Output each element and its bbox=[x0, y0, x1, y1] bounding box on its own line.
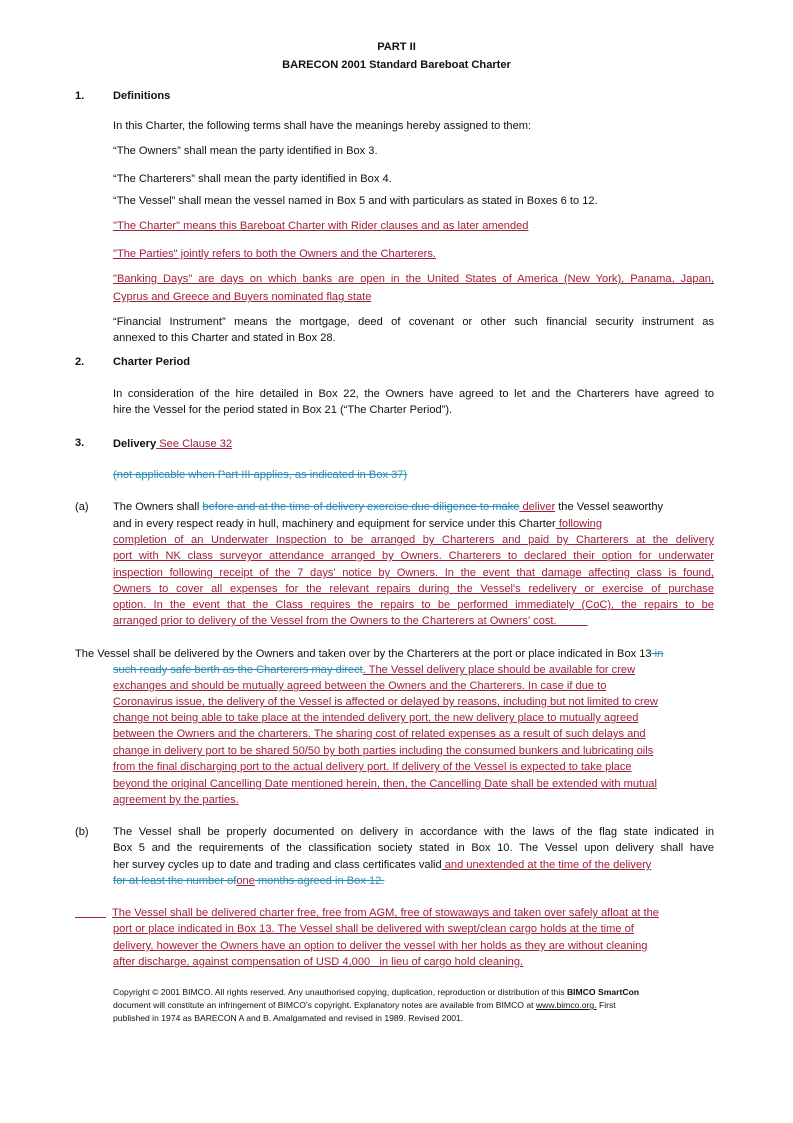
clause-a-text: The Owners shall bbox=[113, 501, 203, 513]
clause-a-inserted-line-3: completion of an Underwater Inspection to be arranged by Charterers and paid by Charterers at the delivery bbox=[113, 534, 714, 546]
vessel-delivery-deleted-text: such ready safe berth as the Charterers may direct bbox=[113, 664, 363, 676]
clause-b-label: (b) bbox=[75, 826, 89, 838]
definition-financial-instrument-line-2: annexed to this Charter and stated in Box 28. bbox=[113, 332, 336, 344]
clause-b-inserted-one: one bbox=[236, 875, 255, 887]
vessel-delivery-line-2 bbox=[113, 663, 635, 678]
clause-a-inserted-deliver: deliver bbox=[519, 501, 556, 513]
vessel-delivery-line-3: exchanges and should be mutually agreed between the Owners and the Charterers. In case if due to bbox=[113, 680, 607, 692]
definitions-intro: In this Charter, the following terms shall have the meanings hereby assigned to them: bbox=[113, 120, 532, 132]
copyright-line-1 bbox=[113, 986, 639, 998]
definition-parties-inserted: "The Parties" jointly refers to both the Owners and the Charterers. bbox=[113, 248, 436, 260]
clause-b-deleted-text: for at least the number of bbox=[113, 875, 237, 887]
clause-b-deleted-text: months agreed in Box 12. bbox=[254, 875, 385, 887]
clause-a-inserted-text: following bbox=[555, 518, 602, 530]
clause-a-inserted-line-6: Owners to cover all expenses for the relevant repairs during the Vessel's redelivery or exercise of purchase bbox=[113, 583, 714, 595]
clause-a-text: the Vessel seaworthy bbox=[555, 501, 664, 513]
clause-a-text: and in every respect ready in hull, machinery and equipment for service under this Charter bbox=[113, 518, 556, 530]
definition-financial-instrument-line-1: “Financial Instrument” means the mortgage, deed of covenant or other such financial security instrument as bbox=[113, 316, 714, 328]
section-3-heading bbox=[113, 437, 232, 452]
clause-a-inserted-line-4: port with NK class surveyor attendance arranged by Owners. Charterers to declared their option for underwater bbox=[113, 550, 714, 562]
see-clause-32-inserted: See Clause 32 bbox=[156, 438, 233, 450]
copyright-text: First bbox=[596, 1000, 616, 1010]
vessel-delivery-line-10: agreement by the parties. bbox=[113, 794, 239, 806]
clause-a-inserted-line-5: inspection following receipt of the 7 days' notice by Owners. In the event that damage affecting class is found, bbox=[113, 567, 714, 579]
vessel-delivery-line-4: Coronavirus issue, the delivery of the Vessel is affected or delayed by reasons, including but not limited to crew bbox=[113, 696, 658, 708]
clause-b-line-2: Box 5 and the requirements of the classification society stated in Box 10. The Vessel upon delivery shall have bbox=[113, 842, 714, 854]
charter-free-line-1: The Vessel shall be delivered charter free, free from AGM, free of stowaways and taken over safely afloat at the bbox=[112, 907, 659, 919]
section-1-title: Definitions bbox=[113, 90, 171, 102]
vessel-delivery-inserted-text: . The Vessel delivery place should be available for crew bbox=[362, 664, 636, 676]
vessel-delivery-text: The Vessel shall be delivered by the Owners and taken over by the Charterers at the port or place indicated in Box 13 bbox=[75, 648, 652, 660]
charter-period-line-2: hire the Vessel for the period stated in Box 21 (“The Charter Period”). bbox=[113, 404, 453, 416]
definition-vessel: “The Vessel” shall mean the vessel named in Box 5 and with particulars as stated in Boxes 6 to 12. bbox=[113, 195, 598, 207]
section-2-title: Charter Period bbox=[113, 356, 191, 368]
clause-a-label: (a) bbox=[75, 501, 89, 513]
section-2-number: 2. bbox=[75, 356, 85, 368]
section-1-number: 1. bbox=[75, 90, 85, 102]
charter-free-line-2: port or place indicated in Box 13. The Vessel shall be delivered with swept/clean cargo holds at the time of bbox=[113, 923, 634, 935]
vessel-delivery-line-7: change in delivery port to be shared 50/50 by both parties including the consumed bunkers and lubricating oils bbox=[113, 745, 654, 757]
section-3-number: 3. bbox=[75, 437, 85, 449]
copyright-line-3: published in 1974 as BARECON A and B. Amalgamated and revised in 1989. Revised 2001. bbox=[113, 1013, 464, 1023]
clause-b-line-3 bbox=[113, 858, 651, 873]
section-3-title: Delivery bbox=[113, 438, 157, 450]
vessel-delivery-line-8: from the final discharging port to the actual delivery port. If delivery of the Vessel is expected to take place bbox=[113, 761, 632, 773]
clause-a-inserted-line-7: option. In the event that the Class requires the repairs to be performed immediately (CoC), the repairs to be bbox=[113, 599, 714, 611]
clause-b-text: her survey cycles up to date and trading and class certificates valid bbox=[113, 859, 442, 871]
not-applicable-deleted: (not applicable when Part III applies, as indicated in Box 37) bbox=[113, 469, 408, 481]
clause-b-line-1: The Vessel shall be properly documented on delivery in accordance with the laws of the flag state indicated in bbox=[113, 826, 714, 838]
vessel-delivery-line-6: between the Owners and the charterers. The sharing cost of related expenses as a result of such delays and bbox=[113, 728, 646, 740]
clause-b-inserted-text: and unextended at the time of the delivery bbox=[441, 859, 652, 871]
charter-free-line-4: after discharge, against compensation of USD 4,000 in lieu of cargo hold cleaning. bbox=[113, 956, 524, 968]
charter-free-line-3: delivery, however the Owners have an option to deliver the vessel with her holds as they are without cleaning bbox=[113, 940, 648, 952]
vessel-delivery-line-9: beyond the original Cancelling Date mentioned herein, then, the Cancelling Date shall be extended with mutual bbox=[113, 778, 657, 790]
clause-a-deleted-text: before and at the time of delivery exercise due diligence to make bbox=[202, 501, 520, 513]
charter-free-indent bbox=[75, 906, 106, 921]
copyright-text: document will constitute an infringement of BIMCO's copyright. Explanatory notes are available from BIMCO at bbox=[113, 1000, 536, 1010]
document-title: BARECON 2001 Standard Bareboat Charter bbox=[282, 59, 511, 71]
vessel-delivery-deleted-text: in bbox=[651, 648, 664, 660]
copyright-line-2 bbox=[113, 999, 616, 1011]
bimco-smartcon-label: BIMCO SmartCon bbox=[566, 987, 640, 997]
definition-charter-inserted: "The Charter" means this Bareboat Charter with Rider clauses and as later amended bbox=[113, 220, 529, 232]
part-heading: PART II bbox=[377, 41, 416, 53]
bimco-website-link[interactable]: www.bimco.org. bbox=[535, 1000, 597, 1010]
clause-b-line-4 bbox=[113, 874, 384, 889]
vessel-delivery-line-5: change not being able to take place at the intended delivery port, the new delivery place to mutually agreed bbox=[113, 712, 639, 724]
vessel-delivery-line-1 bbox=[75, 647, 663, 662]
copyright-text: Copyright © 2001 BIMCO. All rights reserved. Any unauthorised copying, duplication, reproduction or distribution of this bbox=[113, 987, 567, 997]
definition-charterers: “The Charterers” shall mean the party identified in Box 4. bbox=[113, 173, 392, 185]
definition-banking-days-line-1: "Banking Days" are days on which banks are open in the United States of America (New York), Panama, Japan, bbox=[113, 273, 714, 285]
definition-banking-days-line-2: Cyprus and Greece and Buyers nominated flag state bbox=[113, 291, 372, 303]
definition-owners: “The Owners” shall mean the party identified in Box 3. bbox=[113, 145, 378, 157]
clause-a-inserted-line-8: arranged prior to delivery of the Vessel from the Owners to the Charterers at Owners' cost. bbox=[113, 615, 588, 627]
clause-a-line-1 bbox=[113, 500, 663, 515]
clause-a-line-2 bbox=[113, 517, 602, 532]
charter-period-line-1: In consideration of the hire detailed in Box 22, the Owners have agreed to let and the Charterers have agreed to bbox=[113, 388, 714, 400]
